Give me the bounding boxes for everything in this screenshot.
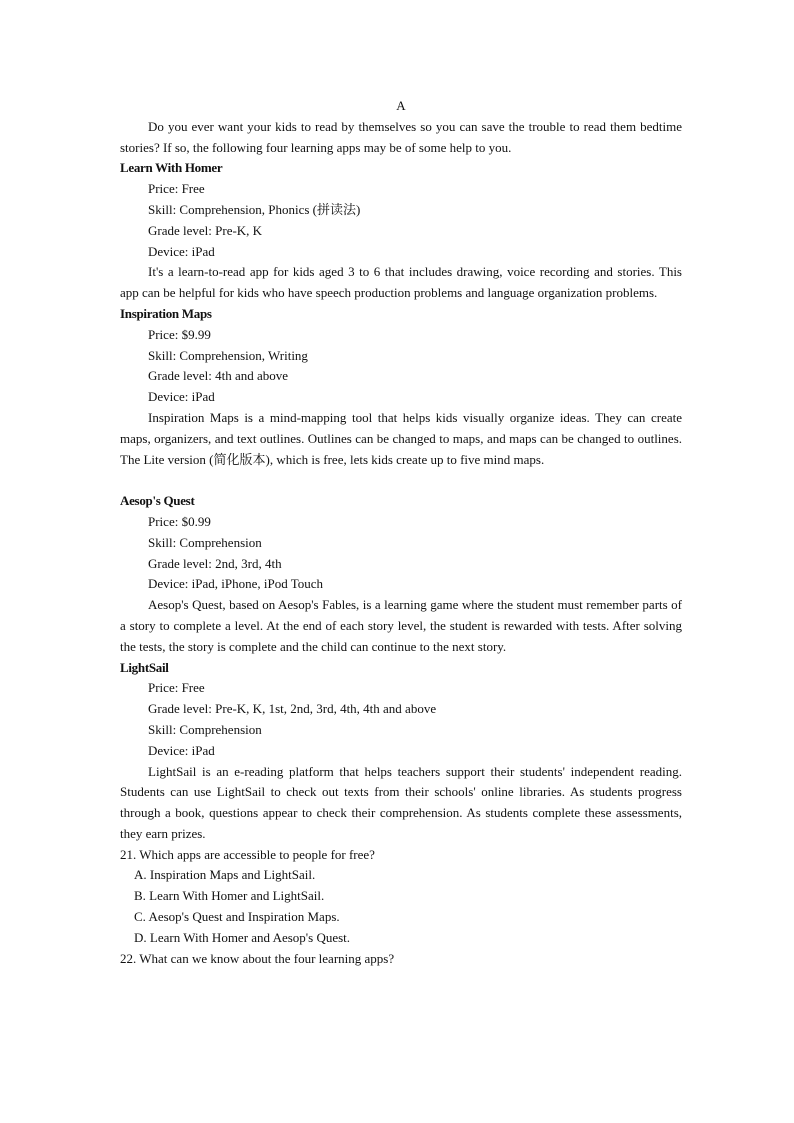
question-text: 21. Which apps are accessible to people for free?	[120, 846, 375, 862]
answer-option-a: A. Inspiration Maps and LightSail.	[134, 867, 316, 883]
document-page	[120, 96, 682, 969]
app-title: Learn With Homer	[120, 160, 223, 176]
app-skill: Skill: Comprehension	[148, 534, 262, 550]
app-grade-level: Grade level: 4th and above	[148, 368, 289, 384]
app-device: Device: iPad	[148, 389, 215, 405]
app-title: Aesop's Quest	[120, 493, 195, 509]
app-entry-lightsail	[120, 658, 682, 845]
app-entry-inspiration-maps	[120, 304, 682, 470]
question-21	[120, 845, 682, 949]
question-22	[120, 949, 682, 970]
app-description: LightSail is an e-reading platform that helps teachers support their students' independent reading. Students can use LightSail to check out texts from their schools' online libraries. As students progress through a book, questions appear to check their comprehension. As students complete these assessments, they earn prizes.	[120, 763, 682, 841]
blank-line	[120, 470, 682, 491]
app-skill: Skill: Comprehension, Writing	[148, 347, 308, 363]
app-description: It's a learn-to-read app for kids aged 3 to 6 that includes drawing, voice recording and stories. This app can be helpful for kids who have speech production problems and language organization problems.	[120, 264, 682, 301]
answer-option-d: D. Learn With Homer and Aesop's Quest.	[134, 929, 351, 945]
answer-option-b: B. Learn With Homer and LightSail.	[134, 888, 325, 904]
app-grade-level: Grade level: 2nd, 3rd, 4th	[148, 555, 282, 571]
section-letter: A	[396, 98, 406, 113]
question-text: 22. What can we know about the four learning apps?	[120, 950, 395, 966]
app-skill: Skill: Comprehension	[148, 721, 262, 737]
app-title: Inspiration Maps	[120, 305, 212, 321]
app-price: Price: $0.99	[148, 513, 211, 529]
app-device: Device: iPad, iPhone, iPod Touch	[148, 576, 324, 592]
app-price: Price: Free	[148, 680, 205, 696]
app-device: Device: iPad	[148, 742, 215, 758]
app-device: Device: iPad	[148, 243, 215, 259]
intro-paragraph: Do you ever want your kids to read by themselves so you can save the trouble to read them bedtime stories? If so, the following four learning apps may be of some help to you.	[120, 118, 682, 155]
app-skill: Skill: Comprehension, Phonics (拼读法)	[148, 201, 361, 217]
app-entry-aesops-quest	[120, 491, 682, 657]
app-entry-learn-with-homer	[120, 158, 682, 304]
app-grade-level: Grade level: Pre-K, K	[148, 222, 263, 238]
app-price: Price: Free	[148, 181, 205, 197]
app-description: Inspiration Maps is a mind-mapping tool that helps kids visually organize ideas. They can create maps, organizers, and text outlines. Outlines can be changed to maps, and maps can be changed to outlines. The Lite version (简化版本), which is free, lets kids create up to five mind maps.	[120, 409, 682, 467]
app-description: Aesop's Quest, based on Aesop's Fables, is a learning game where the student must remember parts of a story to complete a level. At the end of each story level, the student is rewarded with tests. After solving the tests, the story is complete and the child can continue to the next story.	[120, 597, 682, 654]
app-title: LightSail	[120, 659, 169, 675]
app-grade-level: Grade level: Pre-K, K, 1st, 2nd, 3rd, 4th, 4th and above	[148, 701, 437, 717]
app-price: Price: $9.99	[148, 326, 211, 342]
answer-option-c: C. Aesop's Quest and Inspiration Maps.	[134, 909, 340, 925]
